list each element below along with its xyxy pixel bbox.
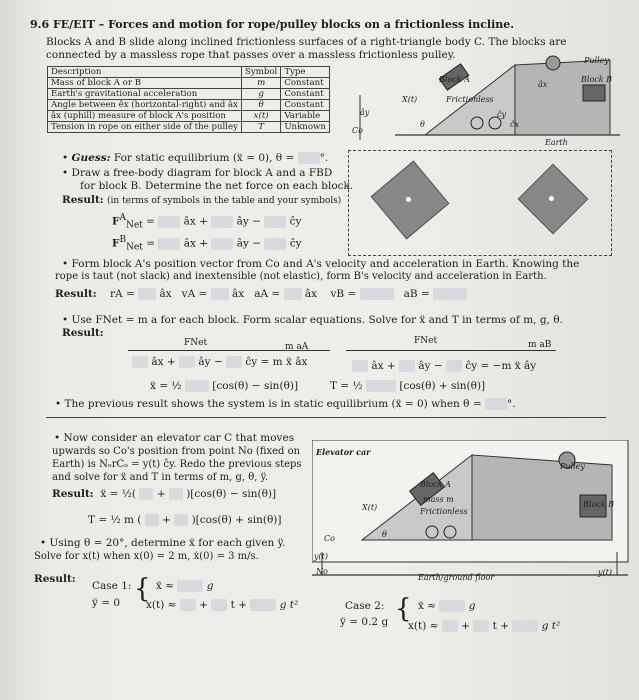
table-cell: Constant — [281, 100, 330, 111]
fa-net-equation: $F^A_{Net}$ = âx + ây − ĉy — [112, 213, 302, 231]
fbd-block-a-center — [406, 197, 411, 202]
case2-xdd — [418, 600, 475, 612]
fa-ax-input[interactable] — [158, 216, 180, 228]
newton-t-lhs: T = ½ — [330, 380, 363, 392]
kin-ra-input[interactable] — [138, 288, 156, 300]
case1-xdd-label: ẍ ≈ — [156, 580, 175, 592]
kin-line-1: • Form block A's position vector from Co and A's velocity and acceleration in Earth. Knowing the — [62, 258, 580, 270]
fa-ay: ây − — [236, 215, 261, 228]
problem-header: 9.6 FE/EIT – Forces and motion for rope/pulley blocks on a frictionless incline. — [30, 18, 515, 31]
case1-t-plus: t + — [230, 599, 248, 611]
newton-a-cy: ĉy — [245, 356, 258, 368]
kin-result-label: Result: — [55, 288, 97, 300]
intro-line-2: connected by a massless rope that passes over a massless frictionless pulley. — [46, 49, 456, 61]
table-header: Type — [281, 67, 330, 78]
fig-bottom-y-label: y(t) — [314, 552, 328, 561]
table-cell: Angle between êx (horizontal-right) and âx — [48, 100, 242, 111]
fb-ax-input[interactable] — [158, 238, 180, 250]
elev-line-2: upwards so Co's position from point No (fixed on — [52, 446, 301, 457]
fb-ax: âx + — [183, 237, 209, 250]
kin-result — [55, 288, 467, 300]
fb-cy: ĉy — [289, 237, 302, 250]
case2-condition: ÿ = 0.2 g — [340, 616, 389, 628]
newton-t-input[interactable] — [366, 380, 396, 392]
elev-t-lhs: T = ½ m ( — [88, 514, 142, 526]
table-cell: m — [241, 78, 280, 89]
newton-eq-a — [132, 356, 307, 368]
newton-mb-over: m aB — [528, 340, 552, 350]
newton-x-solution — [150, 380, 298, 392]
newton-brace-a — [128, 350, 330, 351]
table-header: Symbol — [241, 67, 280, 78]
table-cell: θ — [241, 100, 280, 111]
case2-label: Case 2: — [345, 600, 385, 612]
fig-bottom-pulley: Pulley — [560, 462, 585, 471]
table-cell: Tension in rope on either side of the pulley — [48, 122, 242, 133]
symbol-table — [47, 66, 330, 133]
newton-eq-b — [352, 360, 536, 372]
case1-xt-label: x(t) ≈ — [146, 599, 177, 611]
cases-line-1: • Using θ = 20°, determine ẍ for each given ÿ. — [40, 537, 286, 549]
kin-text-1: Form block A's position vector from Co and A's velocity and acceleration in Earth. Knowing the — [71, 258, 580, 270]
elev-t-tail: )[cos(θ) + sin(θ)] — [191, 514, 282, 526]
fig-bottom-theta: θ — [382, 530, 387, 539]
newton-x-lhs: ẍ = ½ — [150, 380, 182, 392]
fig-top-ay: ây — [360, 108, 370, 117]
fa-cy-input[interactable] — [264, 216, 286, 228]
fbd-result-note: (in terms of symbols in the table and your symbols) — [107, 196, 342, 206]
elev-result-label: Result: — [52, 488, 94, 500]
fb-sup: B — [119, 235, 127, 245]
cases-line-2: Solve for x(t) when x(0) = 2 m, ẋ(0) = 3 m/s. — [34, 551, 259, 562]
elev-text-1: Now consider an elevator car C that moves — [63, 432, 295, 444]
fig-bottom-frictionless: Frictionless — [420, 507, 468, 516]
fig-top-earth: Earth — [545, 138, 568, 147]
fig-bottom-co: Co — [324, 534, 335, 543]
kin-ra-unit: âx — [159, 288, 172, 300]
elev-t-input-2[interactable] — [174, 514, 188, 526]
problem-title: Forces and motion for rope/pulley blocks on a frictionless incline. — [108, 18, 515, 31]
fa-ax: âx + — [183, 215, 208, 228]
newton-b-rhs: = −m ẍ ây — [480, 360, 537, 372]
fig-top-ax: âx — [538, 80, 548, 89]
table-cell: âx (uphill) measure of block A's position — [48, 111, 242, 122]
case1-brace: { — [134, 574, 151, 604]
fig-bottom-earth-floor: Earth/ground floor — [418, 573, 495, 582]
kin-aa-unit: âx — [304, 288, 318, 300]
fbd-result — [62, 194, 341, 207]
fbd-line-1: • Draw a free-body diagram for block A and a FBD — [62, 167, 333, 179]
newton-a-rhs: = m ẍ âx — [260, 356, 308, 368]
static-answer-input[interactable] — [485, 398, 507, 410]
newton-line-1: • Use FNet = m a for each block. Form scalar equations. Solve for ẍ and T in terms of m, g, θ. — [62, 314, 563, 326]
table-cell: g — [241, 89, 280, 100]
fbd-text-1: Draw a free-body diagram for block A and a FBD — [71, 167, 333, 179]
cases-result-label: Result: — [34, 573, 76, 585]
case2-xt — [408, 620, 560, 632]
case2-xt-label: x(t) ≈ — [408, 620, 439, 632]
kin-va-unit: âx — [232, 288, 245, 300]
elev-x-input-1[interactable] — [139, 488, 153, 500]
case1-xdd-input[interactable] — [177, 580, 203, 592]
case1-gt2: g t² — [279, 599, 299, 611]
case2-xt-input-1[interactable] — [442, 620, 458, 632]
case1-xt-input-2[interactable] — [211, 599, 227, 611]
fbd-line-2: for block B. Determine the net force on each block. — [80, 180, 354, 192]
newton-text: Use FNet = m a for each block. Form scalar equations. Solve for ẍ and T in terms of m, g, θ. — [71, 314, 563, 326]
kin-va: vA = — [181, 288, 208, 300]
fig-bottom-mass: mass m — [423, 495, 454, 504]
intro-line-1: Blocks A and B slide along inclined frictionless surfaces of a right-triangle body C. The blocks are — [46, 36, 567, 48]
fig-top-block-a: Block A — [439, 75, 470, 84]
case2-xdd-label: ẍ ≈ — [418, 600, 437, 612]
table-cell: x(t) — [241, 111, 280, 122]
fa-sup: A — [119, 213, 126, 223]
table-header-row — [48, 67, 330, 78]
table-cell: Unknown — [281, 122, 330, 133]
case1-label: Case 1: — [92, 580, 132, 592]
newton-a-ax: âx + — [151, 356, 176, 368]
table-row — [48, 78, 330, 89]
case2-xdd-input[interactable] — [439, 600, 465, 612]
fb-cy-input[interactable] — [264, 238, 286, 250]
elev-line-3: Earth) is NₒrCₒ = y(t) ĉy. Redo the previous steps — [52, 459, 302, 470]
elev-t-input-1[interactable] — [145, 514, 159, 526]
guess-label: Guess: — [71, 152, 111, 164]
table-cell: Earth's gravitational acceleration — [48, 89, 242, 100]
elev-x-result: Result: ẍ = ½( + )[cos(θ) − sin(θ)] — [52, 488, 277, 500]
case2-plus: + — [461, 620, 470, 632]
table-cell: Constant — [281, 78, 330, 89]
fig-top-x-label: X(t) — [402, 95, 418, 104]
newton-t-tail: [cos(θ) + sin(θ)] — [399, 380, 486, 392]
elev-x-input-2[interactable] — [169, 488, 183, 500]
case1-g: g — [206, 580, 214, 592]
fb-net-equation: $F^B_{Net}$ = âx + ây − ĉy — [112, 235, 302, 253]
newton-x-input[interactable] — [185, 380, 209, 392]
case2-g: g — [468, 600, 476, 612]
table-row — [48, 111, 330, 122]
fig-top-cx: ĉx — [510, 120, 519, 129]
fa-sub: Net — [125, 220, 143, 231]
case1-condition: ÿ = 0 — [92, 597, 121, 609]
case2-gt2: g t² — [541, 620, 561, 632]
elev-x-tail: )[cos(θ) − sin(θ)] — [186, 488, 277, 500]
fig-bottom-no: No — [316, 567, 328, 576]
table-cell: Mass of block A or B — [48, 78, 242, 89]
fig-top-theta: θ — [420, 120, 425, 129]
fig-top-co: Co — [352, 126, 363, 135]
table-cell: T — [241, 122, 280, 133]
kin-line-2: rope is taut (not slack) and inextensible (not elastic), form B's velocity and acceleration in Earth. — [55, 271, 547, 282]
table-cell: Constant — [281, 89, 330, 100]
fig-bottom-y-label-right: y(t) — [598, 568, 612, 577]
case1-plus: + — [199, 599, 208, 611]
kin-va-input[interactable] — [211, 288, 229, 300]
case2-t-plus: t + — [492, 620, 510, 632]
fa-ay-input[interactable] — [211, 216, 233, 228]
newton-a-ay: ây − — [198, 356, 223, 368]
fbd-block-b-center — [549, 196, 554, 201]
kin-vb: vB = — [330, 288, 357, 300]
table-header: Description — [48, 67, 242, 78]
fig-top-block-b: Block B — [581, 75, 613, 84]
newton-x-tail: [cos(θ) − sin(θ)] — [212, 380, 299, 392]
section-divider — [46, 417, 606, 418]
fa-cy: ĉy — [289, 215, 302, 228]
fb-ay-input[interactable] — [211, 238, 233, 250]
problem-number: 9.6 FE/EIT — [30, 18, 95, 31]
newton-b-ax-input[interactable] — [352, 360, 368, 372]
static-line: • The previous result shows the system is in static equilibrium (ẍ = 0) when θ = °. — [55, 398, 516, 410]
kin-aa: aA = — [254, 288, 281, 300]
newton-ma-over: m aA — [285, 342, 309, 352]
table-row — [48, 122, 330, 133]
table-row — [48, 89, 330, 100]
newton-b-cy-input[interactable] — [446, 360, 462, 372]
fig-bottom-elevator-car: Elevator car — [316, 447, 371, 457]
kin-ab: aB = — [403, 288, 430, 300]
fig-top-cy: ĉy — [497, 110, 506, 119]
newton-a-cy-input[interactable] — [226, 356, 242, 368]
case2-xt-input-3[interactable] — [512, 620, 538, 632]
elev-line-1: • Now consider an elevator car C that moves — [54, 432, 295, 444]
kin-ab-input[interactable] — [433, 288, 467, 300]
kin-aa-input[interactable] — [284, 288, 302, 300]
newton-b-cy: ĉy — [465, 360, 478, 372]
fig-top-pulley: Pulley — [584, 56, 609, 65]
fig-bottom-block-a: Block A — [420, 480, 451, 489]
fb-symbol: F — [112, 237, 120, 250]
case1-xdd — [156, 580, 213, 592]
newton-t-solution — [330, 380, 485, 392]
guess-answer-input[interactable] — [298, 152, 320, 164]
cases-text-1: Using θ = 20°, determine ẍ for each given ÿ. — [49, 537, 286, 549]
fig-bottom-block-b: Block B — [583, 500, 615, 509]
case2-brace: { — [395, 594, 412, 624]
case1-xt-input-3[interactable] — [250, 599, 276, 611]
newton-a-ay-input[interactable] — [179, 356, 195, 368]
newton-b-ay: ây − — [418, 360, 443, 372]
fbd-result-label: Result: — [62, 194, 104, 206]
elev-line-4: and solve for ẍ and T in terms of m, g, θ, ÿ. — [52, 472, 269, 483]
case2-xt-input-2[interactable] — [473, 620, 489, 632]
table-cell: Variable — [281, 111, 330, 122]
guess-text: For static equilibrium (ẍ = 0), θ = — [113, 152, 295, 164]
newton-b-ax: âx + — [371, 360, 396, 372]
case1-xt — [146, 599, 298, 611]
newton-a-ax-input[interactable] — [132, 356, 148, 368]
elev-x-lhs: ẍ = ½( — [100, 488, 137, 500]
fb-sub: Net — [126, 242, 143, 253]
newton-fb-over: FNet — [414, 336, 438, 346]
fig-bottom-x-label: X(t) — [362, 503, 378, 512]
fa-symbol: F — [112, 215, 120, 228]
fb-ay: ây − — [236, 237, 262, 250]
newton-fa-over: FNet — [184, 338, 208, 348]
guess-line: • Guess: For static equilibrium (ẍ = 0), θ = °. — [62, 152, 329, 164]
case1-xt-input-1[interactable] — [180, 599, 196, 611]
newton-brace-b — [346, 350, 556, 351]
fig-top-frictionless: Frictionless — [446, 95, 494, 104]
table-row — [48, 100, 330, 111]
newton-b-ay-input[interactable] — [399, 360, 415, 372]
elev-t-result: T = ½ m ( + )[cos(θ) + sin(θ)] — [88, 514, 282, 526]
static-text: The previous result shows the system is in static equilibrium (ẍ = 0) when θ = — [64, 398, 482, 410]
kin-ra: rA = — [110, 288, 135, 300]
kin-vb-input[interactable] — [360, 288, 394, 300]
newton-result-label: Result: — [62, 327, 104, 339]
